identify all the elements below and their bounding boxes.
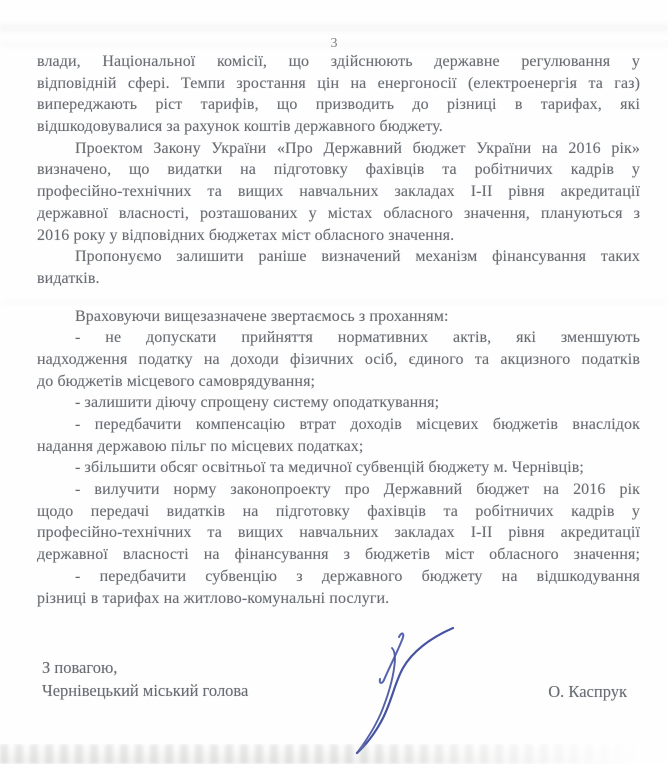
- text-line: державної власності, розташованих у містах обласного значення, плануються з: [37, 204, 640, 222]
- text-line: Пропонуємо залишити раніше визначений механізм фінансування таких: [75, 248, 640, 266]
- text-line: професійно-технічних та вищих навчальних закладах І-ІІ рівня акредитації: [37, 183, 640, 201]
- text-line: щодо передачі видатків на підготовку фахівців та робітничих кадрів у: [37, 502, 640, 520]
- text-line: - вилучити норму законопроекту про Державний бюджет на 2016 рік: [75, 481, 640, 499]
- text-line: 2016 року у відповідних бюджетах міст обласного значення.: [37, 226, 455, 244]
- text-line: - не допускати прийняття нормативних актів, які зменшують: [75, 329, 640, 347]
- text-line: Проектом Закону України «Про Державний бюджет України на 2016 рік»: [75, 139, 640, 157]
- page-number: 3: [330, 36, 338, 51]
- text-line: визначено, що видатки на підготовку фахівців та робітничих кадрів у: [37, 161, 640, 179]
- text-line: відшкодовувалися за рахунок коштів державного бюджету.: [37, 118, 443, 136]
- document-body: [37, 51, 640, 609]
- text-line: Враховуючи вищезазначене звертаємось з проханням:: [75, 307, 449, 325]
- text-line: - передбачити субвенцію з державного бюджету на відшкодування: [75, 567, 640, 585]
- closing-block: [42, 657, 248, 702]
- scan-artifact-bottom-band: [0, 744, 668, 764]
- text-line: надання державою пільг по місцевих податках;: [37, 437, 364, 455]
- text-line: випереджають ріст тарифів, що призводить до різниці в тарифах, які: [37, 96, 640, 114]
- text-line: різниці в тарифах на житлово-комунальні послуги.: [37, 589, 390, 607]
- text-line: - залишити діючу спрощену систему оподаткування;: [75, 394, 440, 412]
- scan-artifact-streak: [0, 24, 668, 32]
- handwritten-signature-icon: [335, 612, 465, 764]
- text-line: - збільшити обсяг освітньої та медичної субвенцій бюджету м. Чернівців;: [75, 459, 584, 477]
- text-line: професійно-технічних та вищих навчальних закладах І-ІІ рівня акредитації: [37, 524, 640, 542]
- signer-title: Чернівецький міський голова: [42, 680, 249, 700]
- text-line: відповідній сфері. Темпи зростання цін на енергоносії (електроенергія та газ): [37, 74, 640, 92]
- text-line: надходження податку на доходи фізичних осіб, єдиного та акцизного податків: [37, 350, 640, 368]
- text-line: державної власності на фінансування з бюджетів міст обласного значення;: [37, 546, 640, 564]
- text-line: до бюджетів місцевого самоврядування;: [37, 372, 316, 390]
- text-line: - передбачити компенсацію втрат доходів місцевих бюджетів внаслідок: [75, 416, 640, 433]
- closing-salutation: З повагою,: [42, 658, 118, 677]
- text-line: видатків.: [37, 269, 100, 287]
- text-line: влади, Національної комісії, що здійснюють державне регулювання у: [37, 53, 640, 70]
- signer-name: О. Каспрук: [548, 682, 627, 701]
